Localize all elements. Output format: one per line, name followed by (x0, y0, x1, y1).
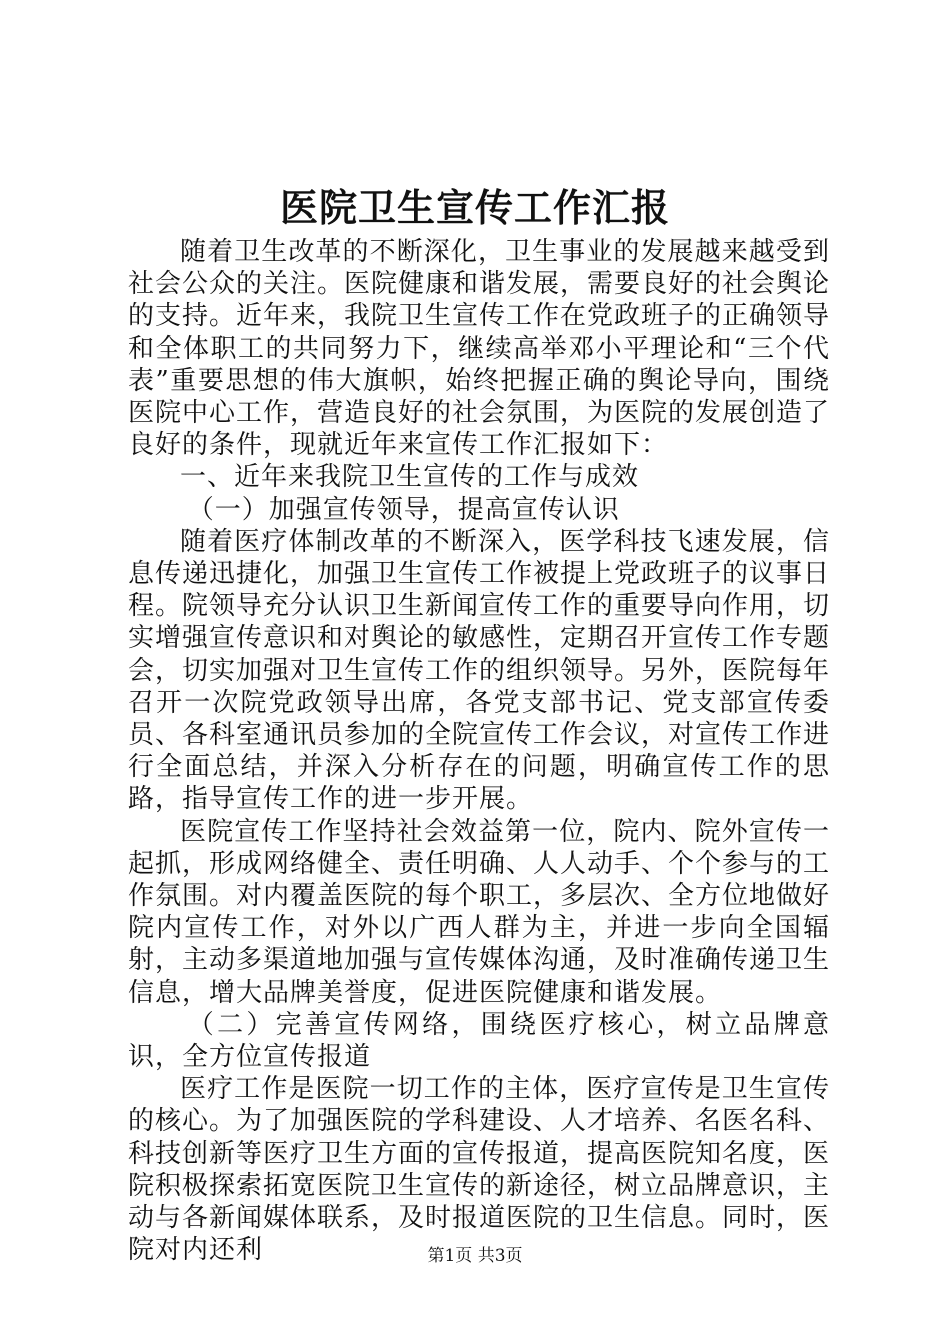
document-title: 医院卫生宣传工作汇报 (279, 185, 670, 230)
subsection-heading-2: （二）完善宣传网络，围绕医疗核心，树立品牌意识，全方位宣传报道 (128, 1009, 830, 1073)
subsection-heading-1: （一）加强宣传领导，提高宣传认识 (187, 494, 620, 525)
document-body (128, 236, 830, 1267)
body-paragraph: 医院宣传工作坚持社会效益第一位，院内、院外宣传一起抓，形成网络健全、责任明确、人人动手、个个参与的工作氛围。对内覆盖医院的每个职工，多层次、全方位地做好院内宣传工作，对外以广西人群为主，并进一步向全国辐射，主动多渠道地加强与宣传媒体沟通，及时准确传递卫生信息，增大品牌美誉度，促进医院健康和谐发展。 (128, 816, 831, 1008)
body-paragraph: 医疗工作是医院一切工作的主体，医疗宣传是卫生宣传的核心。为了加强医院的学科建设、人才培养、名医名科、科技创新等医疗卫生方面的宣传报道，提高医院知名度，医院积极探索拓宽医院卫生宣传的新途径，树立品牌意识，主动与各新闻媒体联系，及时报道医院的卫生信息。同时，医院对内还利 (128, 1074, 831, 1266)
section-heading-1: 一、近年来我院卫生宣传的工作与成效 (180, 462, 640, 493)
body-paragraph: 随着医疗体制改革的不断深入，医学科技飞速发展，信息传递迅捷化，加强卫生宣传工作被提上党政班子的议事日程。院领导充分认识卫生新闻宣传工作的重要导向作用，切实增强宣传意识和对舆论的敏感性，定期召开宣传工作专题会，切实加强对卫生宣传工作的组织领导。另外，医院每年召开一次院党政领导出席，各党支部书记、党支部宣传委员、各科室通讯员参加的全院宣传工作会议，对宣传工作进行全面总结，并深入分析存在的问题，明确宣传工作的思路，指导宣传工作的进一步开展。 (128, 526, 831, 815)
intro-paragraph: 随着卫生改革的不断深化，卫生事业的发展越来越受到社会公众的关注。医院健康和谐发展，需要良好的社会舆论的支持。近年来，我院卫生宣传工作在党政班子的正确领导和全体职工的共同努力下，继续高举邓小平理论和“三个代表”重要思想的伟大旗帜，始终把握正确的舆论导向，围绕医院中心工作，营造良好的社会氛围，为医院的发展创造了良好的条件，现就近年来宣传工作汇报如下： (128, 237, 831, 461)
page-number-footer: 第1页 共3页 (427, 1246, 523, 1266)
